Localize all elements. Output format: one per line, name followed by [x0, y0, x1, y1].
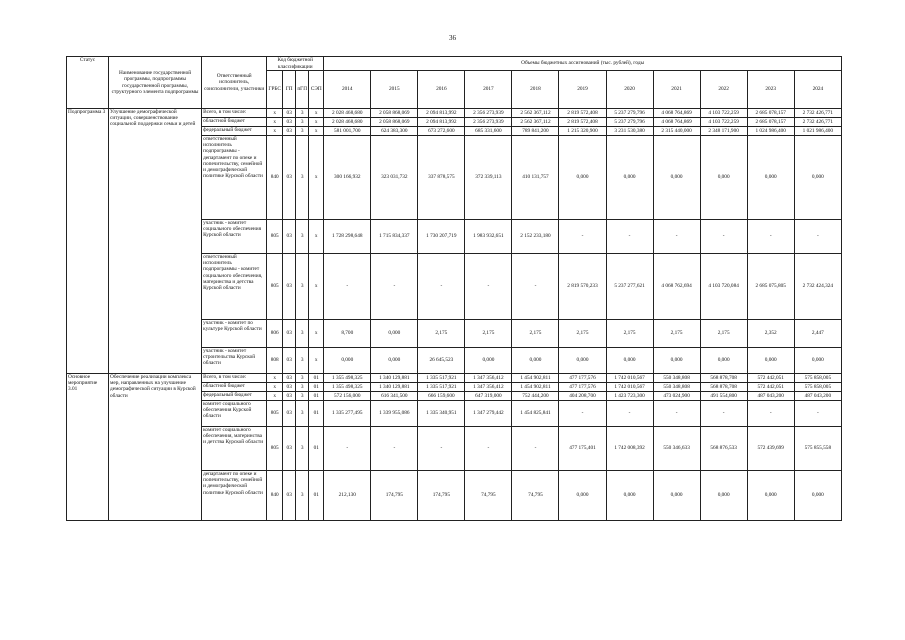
code-cell-se: х [309, 320, 324, 348]
value-cell: - [418, 427, 465, 471]
value-cell: 2 685 078,157 [747, 118, 794, 127]
value-cell: - [606, 220, 653, 254]
value-cell: - [700, 220, 747, 254]
code-cell-gp: 03 [283, 427, 296, 471]
code-cell-grbs: х [267, 383, 283, 392]
code-cell-pgp: 3 [296, 220, 309, 254]
value-cell: 575 855,558 [794, 427, 841, 471]
code-cell-se: х [309, 127, 324, 136]
code-cell-grbs: х [267, 118, 283, 127]
value-cell: 1 983 932,651 [465, 220, 512, 254]
executor-cell: Всего, в том числе: [202, 109, 267, 118]
executor-cell: областной бюджет [202, 383, 267, 392]
code-cell-grbs: 840 [267, 471, 283, 521]
value-cell: - [371, 254, 418, 320]
value-cell: - [324, 254, 371, 320]
value-cell: 1 454 902,811 [512, 383, 559, 392]
value-cell: 1 728 298,648 [324, 220, 371, 254]
header-year: 2016 [418, 71, 465, 109]
table-row [67, 109, 842, 118]
value-cell: 2 094 813,992 [418, 109, 465, 118]
value-cell: 323 031,732 [371, 136, 418, 220]
value-cell: 2,175 [606, 320, 653, 348]
value-cell: 1 730 207,719 [418, 220, 465, 254]
value-cell: 0,000 [606, 348, 653, 374]
value-cell: 404 208,700 [559, 392, 606, 401]
code-cell-gp: 03 [283, 220, 296, 254]
code-cell-pgp: 3 [296, 136, 309, 220]
header-gp: ГП [283, 71, 296, 109]
value-cell: 26 645,523 [418, 348, 465, 374]
header-year: 2020 [606, 71, 653, 109]
value-cell: 673 272,600 [418, 127, 465, 136]
code-cell-pgp: 3 [296, 471, 309, 521]
executor-cell: участник - комитет социального обеспечения Курской области [202, 220, 267, 254]
value-cell: 337 878,575 [418, 136, 465, 220]
value-cell: 572 156,000 [324, 392, 371, 401]
header-status: Статус [67, 57, 109, 109]
value-cell: 550 348,808 [653, 383, 700, 392]
code-cell-pgp: 3 [296, 374, 309, 383]
code-cell-pgp: 3 [296, 127, 309, 136]
value-cell: 572 439,699 [747, 427, 794, 471]
value-cell: 0,000 [371, 348, 418, 374]
value-cell: 568 876,533 [700, 427, 747, 471]
code-cell-se: х [309, 109, 324, 118]
header-year: 2023 [747, 71, 794, 109]
value-cell: 0,000 [465, 348, 512, 374]
value-cell: 1 347 356,412 [465, 374, 512, 383]
code-cell-se: х [309, 254, 324, 320]
value-cell: 2 732 426,771 [794, 109, 841, 118]
value-cell: 685 331,600 [465, 127, 512, 136]
value-cell: - [747, 401, 794, 427]
header-grbs: ГРБС [267, 71, 283, 109]
value-cell: 1 335 277,495 [324, 401, 371, 427]
value-cell: 1 215 320,900 [559, 127, 606, 136]
value-cell: 0,000 [700, 471, 747, 521]
code-cell-gp: 03 [283, 383, 296, 392]
code-cell-se: х [309, 118, 324, 127]
executor-cell: комитет социального обеспечения, материнства и детства Курской области [202, 427, 267, 471]
value-cell: 0,000 [559, 136, 606, 220]
code-cell-gp: 03 [283, 136, 296, 220]
value-cell: - [559, 401, 606, 427]
header-executor: Ответственный исполнитель, соисполнители, участники [202, 57, 267, 109]
program-name-cell: Обеспечение реализации комплекса мер, направленных на улучшение демографической ситуации в Курской области [109, 374, 202, 521]
value-cell: 5 237 279,796 [606, 118, 653, 127]
code-cell-grbs: 806 [267, 320, 283, 348]
value-cell: 4 068 762,694 [653, 254, 700, 320]
value-cell: 2 028 468,680 [324, 118, 371, 127]
value-cell: 2 356 273,939 [465, 109, 512, 118]
code-cell-pgp: 3 [296, 254, 309, 320]
page-number: 36 [449, 34, 456, 42]
table-row [67, 374, 842, 383]
value-cell: 2 058 868,069 [371, 109, 418, 118]
value-cell: 0,000 [606, 471, 653, 521]
code-cell-se: 01 [309, 392, 324, 401]
executor-cell: участник - комитет по культуре Курской области [202, 320, 267, 348]
code-cell-se: 01 [309, 383, 324, 392]
value-cell: - [794, 401, 841, 427]
value-cell: - [371, 427, 418, 471]
value-cell: 174,795 [418, 471, 465, 521]
executor-cell: департамент по опеке и попечительству, семейной и демографической политике Курской области [202, 471, 267, 521]
header-year: 2014 [324, 71, 371, 109]
code-cell-grbs: х [267, 392, 283, 401]
value-cell: 487 043,200 [794, 392, 841, 401]
code-cell-se: х [309, 136, 324, 220]
value-cell: 74,795 [465, 471, 512, 521]
value-cell: 1 355 498,325 [324, 383, 371, 392]
value-cell: 1 021 986,400 [794, 127, 841, 136]
code-cell-se: 01 [309, 374, 324, 383]
value-cell: 1 024 986,400 [747, 127, 794, 136]
code-cell-gp: 03 [283, 109, 296, 118]
value-cell: 2 058 868,069 [371, 118, 418, 127]
value-cell: 1 423 723,300 [606, 392, 653, 401]
value-cell: 2 685 075,805 [747, 254, 794, 320]
value-cell: 0,000 [371, 320, 418, 348]
code-cell-gp: 03 [283, 374, 296, 383]
value-cell: 1 715 834,337 [371, 220, 418, 254]
value-cell: - [324, 427, 371, 471]
value-cell: 2 028 468,680 [324, 109, 371, 118]
value-cell: 2 732 424,324 [794, 254, 841, 320]
value-cell: 1 347 279,442 [465, 401, 512, 427]
value-cell: 174,795 [371, 471, 418, 521]
code-cell-grbs: 808 [267, 348, 283, 374]
value-cell: 1 454 902,811 [512, 374, 559, 383]
code-cell-pgp: 3 [296, 109, 309, 118]
header-year: 2015 [371, 71, 418, 109]
table-body [67, 109, 842, 521]
executor-cell: ответственный исполнитель подпрограммы - комитет социального обеспечения, материнства и детства Курской области [202, 254, 267, 320]
value-cell: - [747, 220, 794, 254]
value-cell: 0,000 [747, 471, 794, 521]
value-cell: 0,000 [794, 136, 841, 220]
code-cell-se: х [309, 220, 324, 254]
header-year: 2018 [512, 71, 559, 109]
value-cell: 8,700 [324, 320, 371, 348]
header-year: 2017 [465, 71, 512, 109]
code-cell-grbs: х [267, 374, 283, 383]
executor-cell: федеральный бюджет [202, 392, 267, 401]
code-cell-gp: 03 [283, 348, 296, 374]
header-year: 2021 [653, 71, 700, 109]
value-cell: 2 562 367,112 [512, 109, 559, 118]
code-cell-gp: 03 [283, 320, 296, 348]
value-cell: 1 335 340,951 [418, 401, 465, 427]
value-cell: 2,175 [418, 320, 465, 348]
value-cell: 0,000 [559, 348, 606, 374]
value-cell: 1 347 356,412 [465, 383, 512, 392]
code-cell-grbs: 805 [267, 401, 283, 427]
code-cell-gp: 03 [283, 471, 296, 521]
value-cell: 0,000 [700, 136, 747, 220]
code-cell-gp: 03 [283, 392, 296, 401]
code-cell-se: 01 [309, 471, 324, 521]
value-cell: 581 001,700 [324, 127, 371, 136]
value-cell: 568 878,708 [700, 383, 747, 392]
value-cell: 752 444,200 [512, 392, 559, 401]
value-cell: 2,175 [465, 320, 512, 348]
code-cell-se: х [309, 348, 324, 374]
code-cell-gp: 03 [283, 118, 296, 127]
value-cell: 0,000 [512, 348, 559, 374]
value-cell: - [606, 401, 653, 427]
value-cell: 2 348 171,900 [700, 127, 747, 136]
value-cell: - [465, 427, 512, 471]
value-cell: 2,352 [747, 320, 794, 348]
value-cell: 624 383,300 [371, 127, 418, 136]
code-cell-se: 01 [309, 401, 324, 427]
value-cell: 477 177,576 [559, 374, 606, 383]
value-cell: 1 339 955,086 [371, 401, 418, 427]
value-cell: 1 340 129,881 [371, 383, 418, 392]
value-cell: 4 103 722,259 [700, 118, 747, 127]
code-cell-grbs: 805 [267, 427, 283, 471]
value-cell: 2,175 [512, 320, 559, 348]
value-cell: 789 841,200 [512, 127, 559, 136]
value-cell: - [653, 401, 700, 427]
code-cell-pgp: 3 [296, 392, 309, 401]
value-cell: 647 319,000 [465, 392, 512, 401]
code-cell-pgp: 3 [296, 427, 309, 471]
value-cell: 568 878,708 [700, 374, 747, 383]
value-cell: 2 732 426,771 [794, 118, 841, 127]
executor-cell: областной бюджет [202, 118, 267, 127]
value-cell: 372 339,113 [465, 136, 512, 220]
executor-cell: федеральный бюджет [202, 127, 267, 136]
value-cell: 0,000 [700, 348, 747, 374]
value-cell: 212,130 [324, 471, 371, 521]
value-cell: 410 131,757 [512, 136, 559, 220]
value-cell: 4 103 720,084 [700, 254, 747, 320]
code-cell-pgp: 3 [296, 401, 309, 427]
value-cell: 3 231 530,380 [606, 127, 653, 136]
value-cell: 572 442,051 [747, 374, 794, 383]
value-cell: 300 166,932 [324, 136, 371, 220]
value-cell: 4 068 764,869 [653, 118, 700, 127]
value-cell: 1 742 010,567 [606, 374, 653, 383]
header-year: 2022 [700, 71, 747, 109]
value-cell: 1 335 517,921 [418, 383, 465, 392]
code-cell-gp: 03 [283, 127, 296, 136]
value-cell: 2,175 [700, 320, 747, 348]
value-cell: - [794, 220, 841, 254]
value-cell: 5 237 279,796 [606, 109, 653, 118]
code-cell-pgp: 3 [296, 383, 309, 392]
value-cell: 0,000 [794, 348, 841, 374]
value-cell: 0,000 [653, 348, 700, 374]
executor-cell: ответственный исполнитель подпрограммы - департамент по опеке и попечительству, семейной и демографической политике Курской области [202, 136, 267, 220]
value-cell: 666 159,600 [418, 392, 465, 401]
header-volumes: Объемы бюджетных ассигнований (тыс. рублей), годы [324, 57, 842, 71]
value-cell: 1 335 517,921 [418, 374, 465, 383]
header-code-group: Код бюджетной классификации [267, 57, 324, 71]
code-cell-grbs: 840 [267, 136, 283, 220]
value-cell: 2 819 572,408 [559, 109, 606, 118]
header-year: 2024 [794, 71, 841, 109]
code-cell-pgp: 3 [296, 320, 309, 348]
value-cell: 1 742 010,567 [606, 383, 653, 392]
value-cell: 2 356 273,939 [465, 118, 512, 127]
value-cell: 2,175 [653, 320, 700, 348]
value-cell: 0,000 [794, 471, 841, 521]
value-cell: - [559, 220, 606, 254]
value-cell: 5 237 277,621 [606, 254, 653, 320]
value-cell: 4 068 764,869 [653, 109, 700, 118]
status-cell: Подпрограмма 3 [67, 109, 109, 374]
header-year: 2019 [559, 71, 606, 109]
value-cell: 616 341,500 [371, 392, 418, 401]
status-cell: Основное мероприятие 3.01 [67, 374, 109, 521]
value-cell: 74,795 [512, 471, 559, 521]
code-cell-pgp: 3 [296, 118, 309, 127]
value-cell: 4 103 722,259 [700, 109, 747, 118]
value-cell: 0,000 [606, 136, 653, 220]
executor-cell: комитет социального обеспечения Курской области [202, 401, 267, 427]
value-cell: - [465, 254, 512, 320]
value-cell: - [512, 427, 559, 471]
value-cell: 550 346,633 [653, 427, 700, 471]
code-cell-gp: 03 [283, 401, 296, 427]
value-cell: 1 340 129,881 [371, 374, 418, 383]
value-cell: 477 177,576 [559, 383, 606, 392]
value-cell: 477 175,401 [559, 427, 606, 471]
value-cell: 0,000 [653, 136, 700, 220]
value-cell: 0,000 [747, 348, 794, 374]
header-pgp: пГП [296, 71, 309, 109]
value-cell: 2 562 367,112 [512, 118, 559, 127]
code-cell-grbs: 805 [267, 220, 283, 254]
value-cell: 2,447 [794, 320, 841, 348]
budget-table [66, 56, 842, 521]
value-cell: 0,000 [559, 471, 606, 521]
value-cell: 1 454 825,841 [512, 401, 559, 427]
value-cell: 2 819 572,408 [559, 118, 606, 127]
header-name: Наименование государственной программы, подпрограммы государственной программы, структурного элемента подпрограммы [109, 57, 202, 109]
executor-cell: Всего, в том числе: [202, 374, 267, 383]
value-cell: 473 024,900 [653, 392, 700, 401]
value-cell: 2 152 233,180 [512, 220, 559, 254]
value-cell: 491 554,800 [700, 392, 747, 401]
value-cell: - [512, 254, 559, 320]
value-cell: 2,175 [559, 320, 606, 348]
value-cell: 2 685 078,157 [747, 109, 794, 118]
value-cell: 2 819 570,233 [559, 254, 606, 320]
value-cell: 575 858,005 [794, 374, 841, 383]
code-cell-grbs: х [267, 109, 283, 118]
value-cell: 0,000 [747, 136, 794, 220]
value-cell: 0,000 [324, 348, 371, 374]
value-cell: 550 348,808 [653, 374, 700, 383]
value-cell: 0,000 [653, 471, 700, 521]
value-cell: 2 094 813,992 [418, 118, 465, 127]
value-cell: 572 442,051 [747, 383, 794, 392]
code-cell-grbs: х [267, 127, 283, 136]
code-cell-pgp: 3 [296, 348, 309, 374]
code-cell-grbs: 805 [267, 254, 283, 320]
value-cell: - [700, 401, 747, 427]
value-cell: - [653, 220, 700, 254]
program-name-cell: Улучшение демографической ситуации, совершенствование социальной поддержки семьи и детей [109, 109, 202, 374]
value-cell: 2 315 440,000 [653, 127, 700, 136]
value-cell: 1 355 498,325 [324, 374, 371, 383]
value-cell: 575 858,005 [794, 383, 841, 392]
code-cell-gp: 03 [283, 254, 296, 320]
value-cell: 487 043,200 [747, 392, 794, 401]
value-cell: - [418, 254, 465, 320]
executor-cell: участник - комитет строительства Курской области [202, 348, 267, 374]
value-cell: 1 742 008,392 [606, 427, 653, 471]
code-cell-se: 01 [309, 427, 324, 471]
header-se: СЭП [309, 71, 324, 109]
